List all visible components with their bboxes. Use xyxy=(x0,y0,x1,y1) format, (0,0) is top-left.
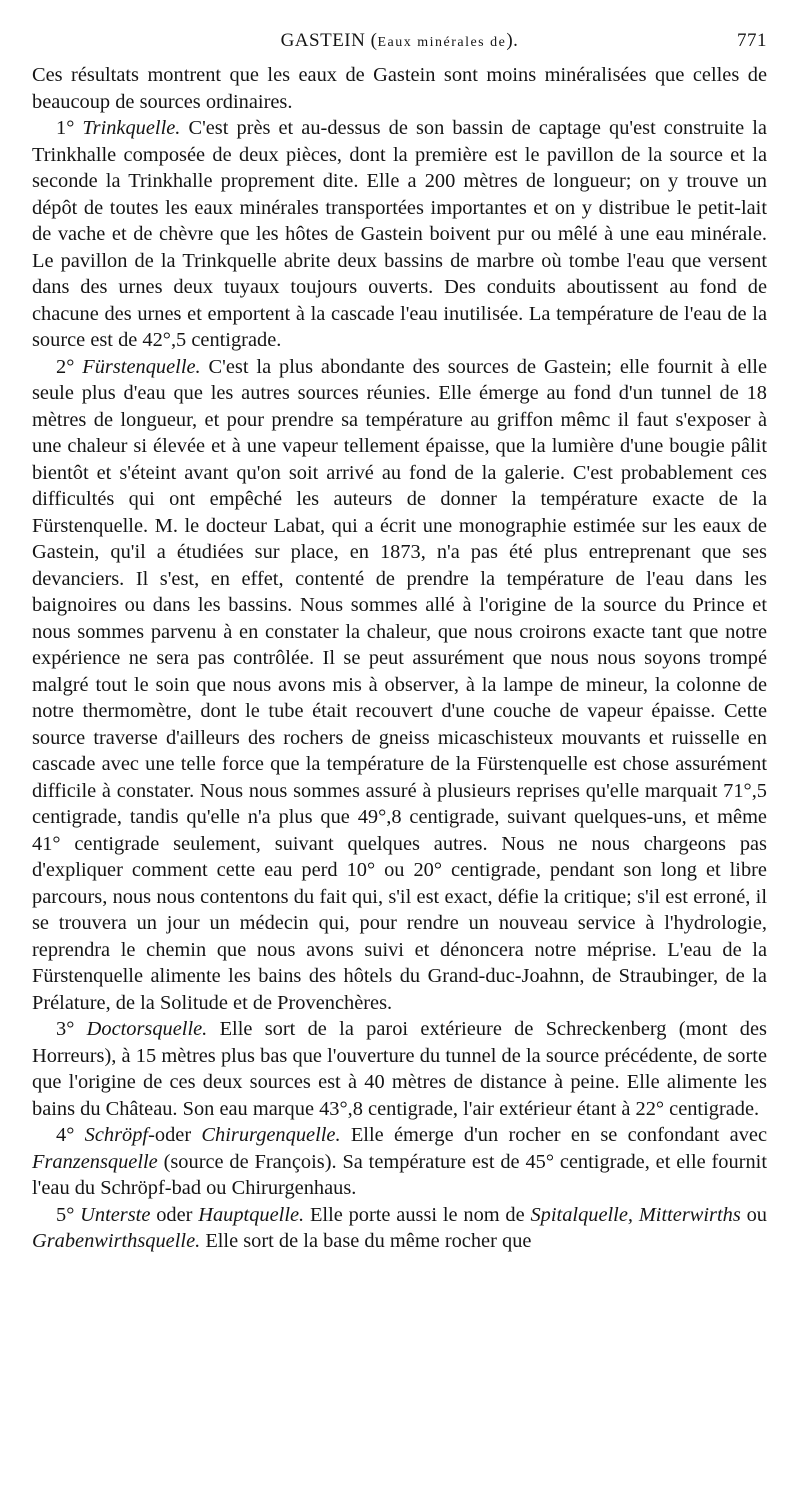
source-name: Fürstenquelle. xyxy=(82,355,201,378)
source-name: Hauptquelle. xyxy=(198,1203,305,1226)
source-name: Trinkquelle. xyxy=(82,117,181,139)
source-name: Franzensquelle xyxy=(32,1150,158,1173)
paragraph-furstenquelle: 2° Fürstenquelle. C'est la plus abondante des sources de Gastein; elle fournit à elle seule plus d'eau que les autres sources réunies. Elle émerge au fond d'un tunnel de 18 mètres de longueur, et pour prendre sa température au griffon mêmc il faut s'exposer à une chaleur si élevée et à une vapeur tellement épaisse, que la lumière d'une bougie pâlit bientôt et s'éteint avant qu'on soit arrivé au fond de la galerie. C'est probablement ces difficultés qui ont empêché les auteurs de donner la température exacte de la Fürstenquelle. M. le docteur Labat, qui a écrit une monographie estimée sur les eaux de Gastein, qu'il a étudiées sur place, en 1873, n'a pas été plus entreprenant que ses devanciers. Il s'est, en effet, contenté de prendre la température de l'eau dans les baignoires ou dans les bassins. Nous sommes allé à l'origine de la source du Prince et nous sommes parvenu à en constater la chaleur, que nous croirons exacte tant que notre expérience ne sera pas contrôlée. Il se peut assurément que nous nous soyons trompé malgré tout le soin que nous avons mis à observer, à la lampe de mineur, la colonne de notre thermomètre, dont le tube était recouvert d'une couche de vapeur épaisse. Cette source traverse d'ailleurs des rochers de gneiss micaschisteux mouvants et ruisselle en cascade avec une telle force que la température de la Fürstenquelle est chose assurément difficile à constater. Nous nous sommes assuré à plusieurs reprises qu'elle marquait 71°,5 centigrade, tandis qu'elle n'a plus que 49°,8 centigrade, suivant quelques-uns, et même 41° centigrade seulement, suivant quelques autres. Nous ne nous chargeons pas d'expliquer comment cette eau perd 10° ou 20° centigrade, pendant son long et libre parcours, nous nous contentons du fait qui, s'il est exact, défie la critique; s'il est erroné, il se trouvera un jour un médecin qui, pour rendre un nouveau service à l'hydrologie, reprendra le chemin que nous avons suivi et dénoncera notre méprise. L'eau de la Fürstenquelle alimente les bains des hôtels du Grand-duc-Joahnn, de Straubinger, de la Prélature, de la Solitude et de Provenchères. xyxy=(32,355,767,1014)
page-number: 771 xyxy=(737,30,767,51)
paragraph-trinkquelle: 1° Trinkquelle. C'est près et au-dessus de son bassin de captage qu'est construite la Trinkhalle composée de deux pièces, dont la première est le pavillon de la source et la seconde la Trinkhalle proprement dite. Elle a 200 mètres de longueur; on y trouve un dépôt de toutes les eaux minérales transportées importantes et on y distribue le petit-lait de vache et de chèvre que les hôtes de Gastein boivent pur ou mêlé à une eau minérale. Le pavillon de la Trinkquelle abrite deux bassins de marbre où tombe l'eau que versent dans des urnes deux tuyaux toujours ouverts. Des conduits aboutissent au fond de chacune des urnes et emportent à la cascade l'eau inutilisée. La température de l'eau de la source est de 42°,5 centigrade. xyxy=(32,117,767,351)
running-header xyxy=(32,30,767,60)
paragraph-hauptquelle: 5° Unterste oder Hauptquelle. Elle porte aussi le nom de Spitalquelle, Mitterwirths ou Grabenwirthsquelle. Elle sort de la base du même rocher que xyxy=(32,1203,767,1252)
running-title: GASTEIN (Eaux minérales de). xyxy=(280,30,519,51)
source-name: Doctorsquelle. xyxy=(86,1018,208,1040)
paragraph-chirurgenquelle: 4° Schröpf-oder Chirurgenquelle. Elle émerge d'un rocher en se confondant avec Franzensquelle (source de François). Sa température est de 45° centigrade, et elle fournit l'eau du Schröpf-bad ou Chirurgenhaus. xyxy=(32,1124,768,1199)
running-title-smallcaps: Eaux minérales de xyxy=(377,35,507,50)
paragraph-intro: Ces résultats montrent que les eaux de Gastein sont moins minéralisées que celles de beaucoup de sources ordinaires. xyxy=(32,64,767,113)
show-through-text xyxy=(32,1440,767,1460)
source-name: Mitterwirths xyxy=(638,1203,741,1226)
source-name: Chirurgenquelle. xyxy=(201,1124,341,1146)
source-name: Grabenwirthsquelle. xyxy=(32,1230,201,1252)
source-name: Unterste xyxy=(80,1203,151,1226)
body-text xyxy=(32,62,767,1255)
source-name: Spitalquelle, xyxy=(530,1203,633,1226)
paragraph-doctorsquelle: 3° Doctorsquelle. Elle sort de la paroi extérieure de Schreckenberg (mont des Horreurs), à 15 mètres plus bas que l'ouverture du tunnel de la source précédente, de sorte que l'origine de ces deux sources est à 40 mètres de distance à peine. Elle alimente les bains du Château. Son eau marque 43°,8 centigrade, l'air extérieur étant à 22° centigrade. xyxy=(32,1018,767,1120)
source-name: Schröpf xyxy=(84,1124,149,1146)
